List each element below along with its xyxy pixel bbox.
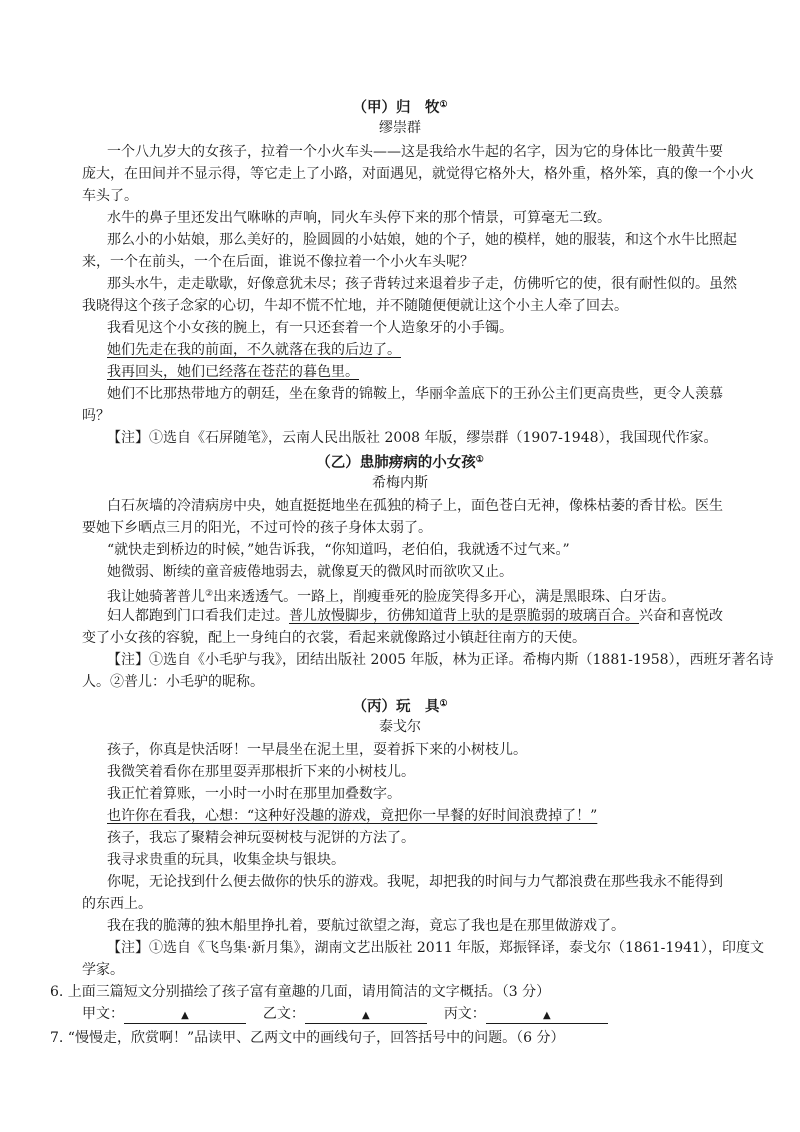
yi-p5-line2: 变了小女孩的容貌，配上一身纯白的衣裳，看起来就像路过小镇赶往南方的天使。 <box>82 630 586 646</box>
jia-title: （甲）归 牧① <box>352 99 448 116</box>
bing-p8: 我在我的脆薄的独木船里挣扎着，要航过欲望之海，竟忘了我也是在那里做游戏了。 <box>107 918 625 934</box>
jia-p1-line3: 车头了。 <box>82 188 138 204</box>
yi-note-line1: 【注】①选自《小毛驴与我》，团结出版社 2005 年版，林为正译。希梅内斯（1881-1958），西班牙著名诗 <box>107 652 774 668</box>
jia-p1-line2: 庞大，在田间并不显示得，等它走上了小路，对面遇见，就觉得它格外大，格外重，格外笨，真的像一个小火 <box>82 166 754 182</box>
bing-p2: 我微笑着看你在那里耍弄那根折下来的小树枝儿。 <box>107 764 415 780</box>
jia-p7-underlined: 我再回头，她们已经落在苍茫的暮色里。 <box>107 364 359 380</box>
question-7: 7. “慢慢走，欣赏啊！”品读甲、乙两文中的画线句子，回答括号中的问题。（6 分） <box>50 1030 565 1046</box>
bing-p6: 我寻求贵重的玩具，收集金块与银块。 <box>107 852 345 868</box>
question-6-answer-row <box>82 1004 722 1025</box>
answer-blank-jia[interactable]: ▲ <box>124 1008 246 1024</box>
question-6: 6. 上面三篇短文分别描绘了孩子富有童趣的几面，请用简洁的文字概括。（3 分） <box>50 984 551 1000</box>
jia-p3-line2: 来，一个在前头，一个在后面，谁说不像拉着一个小火车头呢？ <box>82 254 474 270</box>
answer-label-yi: 乙文： <box>262 1006 305 1022</box>
bing-p5: 孩子，我忘了聚精会神玩耍树枝与泥饼的方法了。 <box>107 830 415 846</box>
yi-p1-line2: 要她下乡晒点三月的阳光，不过可怜的孩子身体太弱了。 <box>82 520 432 536</box>
yi-author: 希梅内斯 <box>372 475 428 491</box>
yi-p4: 我让她骑著普儿②出来透透气。一路上，削瘦垂死的脸庞笑得多开心，满是黑眼珠、白牙齿。 <box>107 589 676 605</box>
yi-title: （乙）患肺痨病的小女孩① <box>316 454 484 471</box>
answer-label-bing: 丙文： <box>443 1006 486 1022</box>
yi-p1-line1: 白石灰墙的冷清病房中央，她直挺挺地坐在孤独的椅子上，面色苍白无神，像株枯萎的香甘松。医生 <box>107 498 723 514</box>
yi-p2: “就快走到桥边的时候，”她告诉我，“你知道吗，老伯伯，我就透不过气来。” <box>107 542 570 558</box>
jia-p4-line2: 我晓得这个孩子念家的心切，牛却不慌不忙地，并不随随便便就让这个小主人牵了回去。 <box>82 298 628 314</box>
bing-note-line1: 【注】①选自《飞鸟集·新月集》，湖南文艺出版社 2011 年版，郑振铎译，泰戈尔（1861-1941），印度文 <box>107 940 764 956</box>
bing-note-line2: 学家。 <box>82 962 124 978</box>
jia-p4-line1: 那头水牛，走走歇歇，好像意犹未尽；孩子背转过来退着步子走，仿佛听它的使，很有耐性似的。虽然 <box>107 276 737 292</box>
answer-blank-bing[interactable]: ▲ <box>486 1008 608 1024</box>
answer-label-jia: 甲文： <box>82 1006 124 1022</box>
jia-p6-underlined: 她们先走在我的前面，不久就落在我的后边了。 <box>107 342 401 358</box>
jia-p5: 我看见这个小女孩的腕上，有一只还套着一个人造象牙的小手镯。 <box>107 320 513 336</box>
yi-note-line2: 人。②普儿：小毛驴的昵称。 <box>82 674 264 690</box>
bing-p4-underlined: 也许你在看我，心想：“这种好没趣的游戏，竟把你一早餐的好时间浪费掉了！” <box>107 808 598 824</box>
jia-p8-line2: 吗？ <box>82 408 110 424</box>
jia-author: 缪崇群 <box>379 120 421 136</box>
jia-p8-line1: 她们不比那热带地方的朝廷，坐在象背的锦鞍上，华丽伞盖底下的王孙公主们更高贵些，更令人羡慕 <box>107 386 723 402</box>
jia-p3-line1: 那么小的小姑娘，那么美好的，脸圆圆的小姑娘，她的个子，她的模样，她的服装，和这个水牛比照起 <box>107 232 737 248</box>
jia-note: 【注】①选自《石屏随笔》，云南人民出版社 2008 年版，缪崇群（1907-1948），我国现代作家。 <box>107 430 718 446</box>
answer-blank-yi[interactable]: ▲ <box>305 1008 427 1024</box>
bing-author: 泰戈尔 <box>379 719 421 735</box>
yi-p5-underlined: 普儿放慢脚步，彷佛知道背上驮的是票脆弱的玻璃百合。 <box>289 608 639 624</box>
jia-p2: 水牛的鼻子里还发出气咻咻的声响，同火车头停下来的那个情景，可算毫无二致。 <box>107 210 611 226</box>
bing-p3: 我正忙着算账，一小时一小时在那里加叠数字。 <box>107 786 401 802</box>
yi-p5-line1: 妇人都跑到门口看我们走过。普儿放慢脚步，彷佛知道背上驮的是票脆弱的玻璃百合。兴奋和喜悦改 <box>107 608 723 624</box>
yi-p3: 她微弱、断续的童音疲倦地弱去，就像夏天的微风时而欲吹又止。 <box>107 564 513 580</box>
bing-p1: 孩子，你真是快活呀！一早晨坐在泥土里，耍着拆下来的小树枝儿。 <box>107 742 527 758</box>
bing-title: （丙）玩 具① <box>352 698 448 715</box>
bing-p7-line1: 你呢，无论找到什么便去做你的快乐的游戏。我呢，却把我的时间与力气都浪费在那些我永不能得到 <box>107 874 723 890</box>
jia-p1-line1: 一个八九岁大的女孩子，拉着一个小火车头——这是我给水牛起的名字，因为它的身体比一般黄牛要 <box>107 144 723 160</box>
bing-p7-line2: 的东西上。 <box>82 896 152 912</box>
